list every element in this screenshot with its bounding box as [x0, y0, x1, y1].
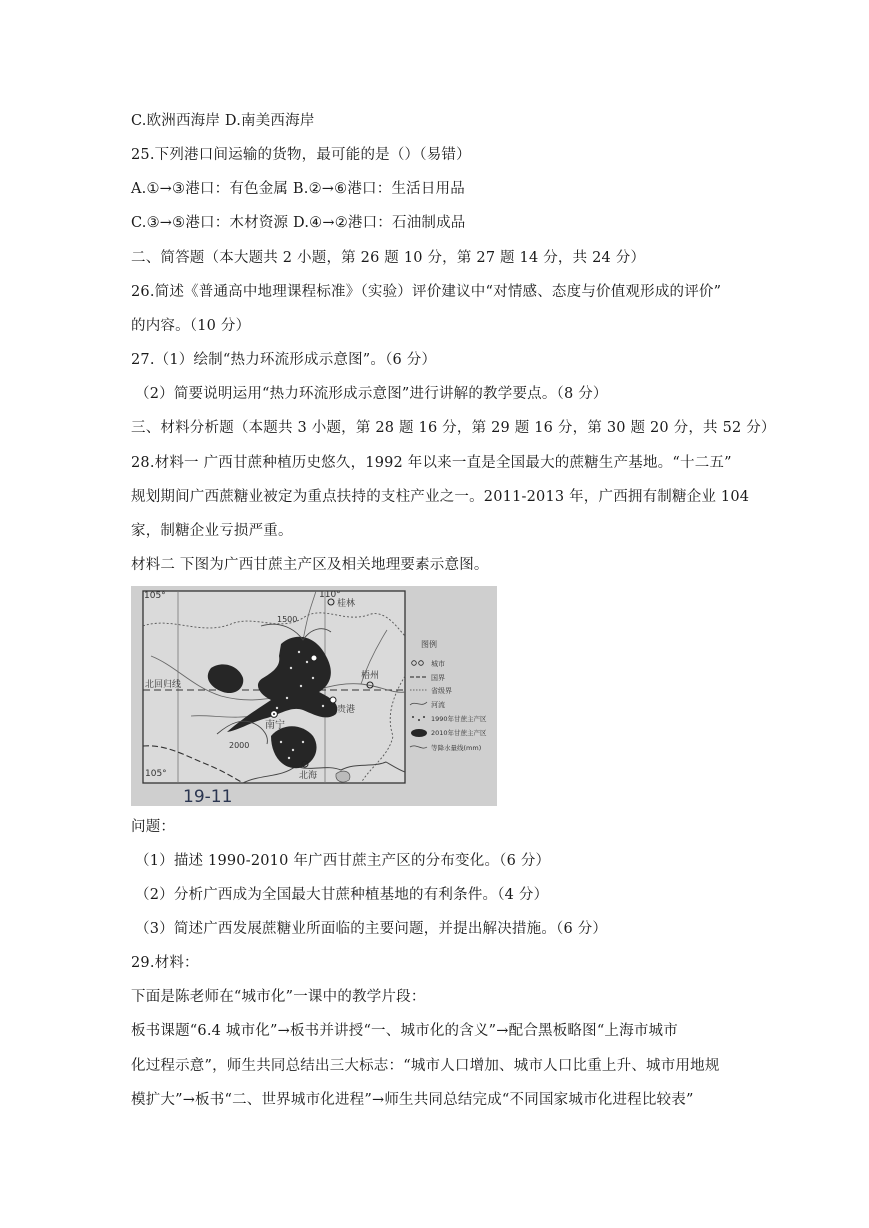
- question-27-part-1: 27.（1）绘制“热力环流形成示意图”。（6 分）: [131, 352, 437, 368]
- handwritten-note: 19-11: [183, 787, 233, 806]
- label-nanning: 南宁: [265, 720, 285, 731]
- legend-city: 城市: [431, 660, 445, 668]
- legend-river: 河流: [431, 701, 445, 709]
- map-graphic: [131, 586, 497, 806]
- question-28-part-1: （1）描述 1990-2010 年广西甘蔗主产区的分布变化。（6 分）: [135, 853, 551, 869]
- question-25-options-c-d: C.③→⑤港口：木材资源 D.④→②港口：石油制成品: [131, 215, 466, 231]
- question-28-material-1: 28.材料一 广西甘蔗种植历史悠久，1992 年以来一直是全国最大的蔗糖生产基地。“十二五”: [131, 455, 732, 471]
- question-28-material-1-line-3: 家，制糖企业亏损严重。: [131, 523, 293, 539]
- legend-title: 图例: [421, 640, 437, 649]
- option-line-c-d-q24: C.欧洲西海岸 D.南美西海岸: [131, 113, 315, 129]
- island: [336, 771, 350, 782]
- question-29-intro: 下面是陈老师在“城市化”一课中的教学片段：: [131, 989, 426, 1005]
- legend-isohyet: 等降水量线(mm): [431, 744, 482, 752]
- legend-1990-area: 1990年甘蔗主产区: [431, 715, 487, 723]
- question-26: 26.简述《普通高中地理课程标准》（实验）评价建议中“对情感、态度与价值观形成的评价”: [131, 284, 722, 300]
- question-28-part-2: （2）分析广西成为全国最大甘蔗种植基地的有利条件。（4 分）: [135, 887, 549, 903]
- label-isohyet-2000: 2000: [229, 741, 250, 750]
- label-lon-110-top: 110°: [319, 590, 341, 600]
- label-wuzhou: 梧州: [361, 671, 380, 681]
- question-28-material-1-line-2: 规划期间广西蔗糖业被定为重点扶持的支柱产业之一。2011-2013 年，广西拥有制糖企业 104: [131, 489, 750, 505]
- guangxi-sugarcane-map: [131, 586, 497, 806]
- question-29-text-line-3: 模扩大”→板书“二、世界城市化进程”→师生共同总结完成“不同国家城市化进程比较表”: [131, 1092, 694, 1108]
- question-29-text-line-1: 板书课题“6.4 城市化”→板书并讲授“一、城市化的含义”→配合黑板略图“上海市城市: [131, 1023, 678, 1039]
- legend-border: 国界: [431, 674, 445, 682]
- question-28-part-3: （3）简述广西发展蔗糖业所面临的主要问题，并提出解决措施。（6 分）: [135, 921, 608, 937]
- label-lon-105-bottom: 105°: [145, 769, 167, 779]
- question-25-options-a-b: A.①→③港口：有色金属 B.②→⑥港口：生活日用品: [131, 181, 465, 197]
- city-guigang-marker: [330, 697, 336, 703]
- label-isohyet-1500: 1500: [277, 615, 298, 624]
- label-beihai: 北海: [299, 771, 318, 781]
- map-legend: [410, 639, 487, 752]
- legend-province: 省级界: [431, 687, 452, 695]
- label-lon-105-top: 105°: [144, 591, 166, 601]
- label-guilin: 桂林: [337, 599, 356, 609]
- question-29-material: 29.材料：: [131, 955, 199, 971]
- question-26-continued: 的内容。（10 分）: [131, 318, 251, 334]
- question-25: 25.下列港口间运输的货物，最可能的是（）（易错）: [131, 147, 471, 163]
- section-heading-short-answer: 二、简答题（本大题共 2 小题，第 26 题 10 分，第 27 题 14 分，共 24 分）: [131, 250, 646, 266]
- questions-heading: 问题：: [131, 819, 176, 835]
- legend-2010-area: 2010年甘蔗主产区: [431, 729, 487, 737]
- section-heading-material-analysis: 三、材料分析题（本题共 3 小题，第 28 题 16 分，第 29 题 16 分，第 30 题 20 分，共 52 分）: [131, 420, 776, 436]
- question-27-part-2: （2）简要说明运用“热力环流形成示意图”进行讲解的教学要点。（8 分）: [135, 386, 608, 402]
- city-center-marker: [311, 655, 317, 661]
- question-28-material-2: 材料二 下图为广西甘蔗主产区及相关地理要素示意图。: [131, 557, 489, 573]
- label-tropic-of-cancer: 北回归线: [145, 680, 182, 690]
- question-29-text-line-2: 化过程示意”，师生共同总结出三大标志：“城市人口增加、城市人口比重上升、城市用地规: [131, 1058, 720, 1074]
- label-guigang: 贵港: [337, 705, 356, 715]
